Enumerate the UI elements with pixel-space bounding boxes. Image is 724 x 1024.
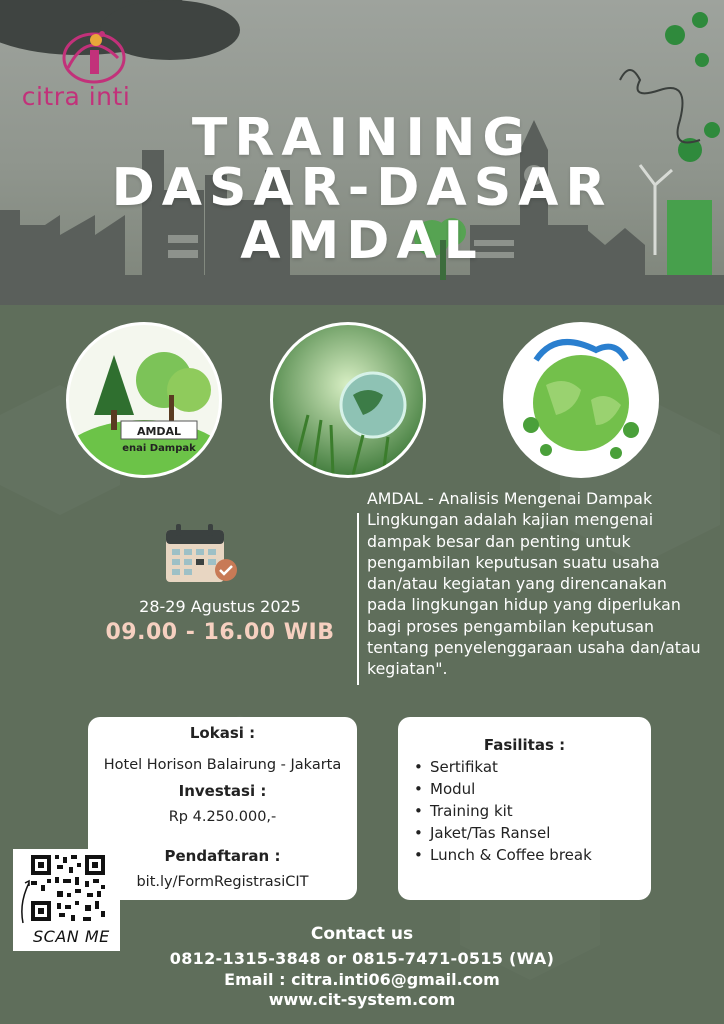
amdal-image-sublabel: enai Dampak: [122, 443, 196, 454]
facilities-title: Fasilitas :: [483, 736, 566, 754]
globe-grass-image: [270, 322, 426, 478]
location-label: Lokasi :: [189, 724, 256, 742]
investment-value: Rp 4.250.000,-: [168, 809, 277, 825]
amdal-image-label: AMDAL: [136, 425, 182, 438]
contact-heading: Contact us: [310, 924, 414, 944]
location-card: [88, 717, 357, 900]
calendar-icon: [164, 524, 240, 584]
facility-item: • Sertifikat: [412, 756, 592, 778]
contact-email[interactable]: Email : citra.inti06@gmail.com: [224, 970, 500, 989]
contact-phone[interactable]: 0812-1315-3848 or 0815-7471-0515 (WA): [169, 949, 555, 968]
facility-item: • Modul: [412, 778, 592, 800]
event-date: 28-29 Agustus 2025: [139, 597, 301, 616]
facility-item: • Training kit: [412, 800, 592, 822]
facility-item: • Lunch & Coffee break: [412, 844, 592, 866]
logo-text: citra inti: [21, 82, 131, 111]
registration-link[interactable]: bit.ly/FormRegistrasiCIT: [136, 874, 309, 890]
title-line-2: DASAR-DASAR: [111, 158, 613, 218]
event-time: 09.00 - 16.00 WIB: [105, 620, 335, 645]
green-earth-image: [503, 322, 659, 478]
investment-label: Investasi :: [178, 782, 267, 800]
title-line-3: AMDAL: [240, 211, 484, 271]
title-line-1: TRAINING: [191, 108, 533, 168]
amdal-description: AMDAL - Analisis Mengenai Dampak Lingkungan adalah kajian mengenai dampak besar dan penting untuk pengambilan keputusan suatu usaha dan/atau kegiatan yang direncanakan pada lingkungan hidup yang diperlukan bagi proses pengambilan keputusan tentang penyelenggaraan usaha dan/atau kegiatan".: [367, 489, 701, 679]
facility-item: • Jaket/Tas Ransel: [412, 822, 592, 844]
amdal-trees-image: [66, 322, 222, 478]
divider-line: [357, 513, 359, 685]
registration-label: Pendaftaran :: [164, 847, 281, 865]
scan-me-label: SCAN ME: [33, 927, 110, 946]
facilities-card: [398, 717, 651, 900]
location-value: Hotel Horison Balairung - Jakarta: [103, 757, 342, 773]
facilities-list: [412, 756, 592, 866]
contact-website[interactable]: www.cit-system.com: [268, 990, 456, 1009]
